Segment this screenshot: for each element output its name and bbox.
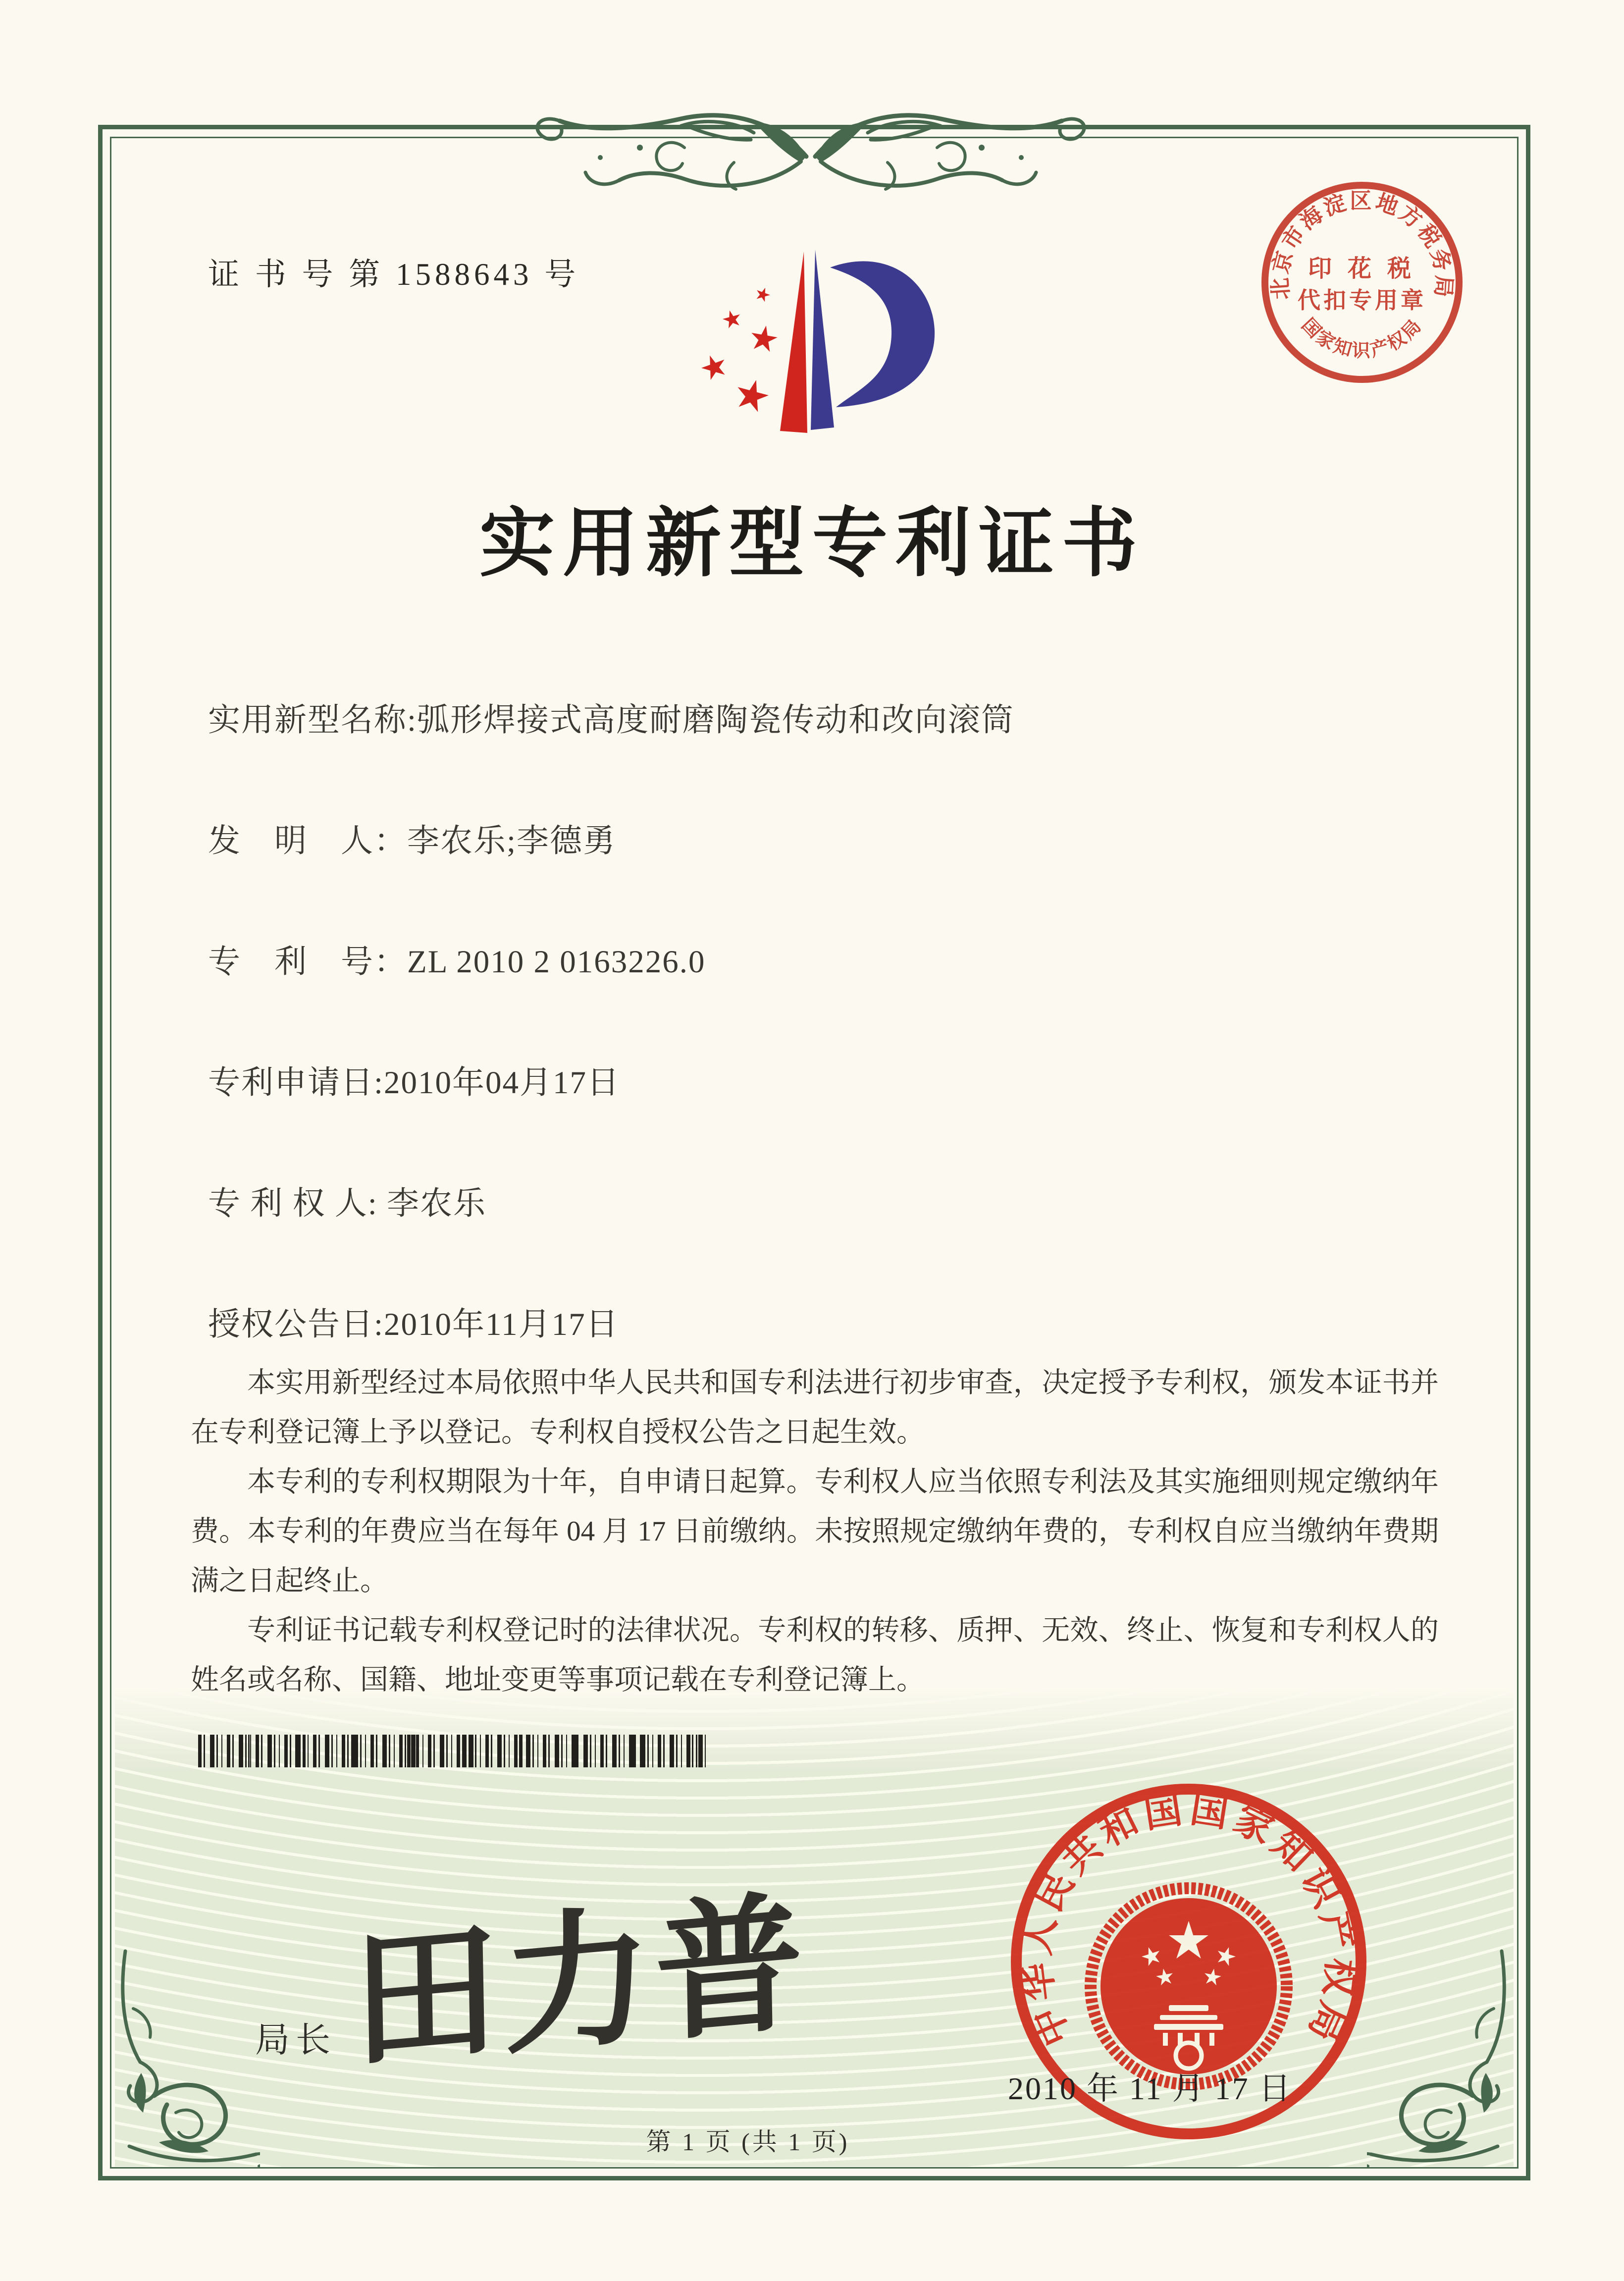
dragon-scroll-ornament	[521, 73, 1100, 212]
tax-stamp-arc-top-text: 北京市海淀区地方税务局	[1267, 188, 1457, 301]
field-grant-publication-date: 授权公告日:2010年11月17日	[208, 1307, 619, 1342]
national-emblem-icon	[1091, 1888, 1287, 2084]
certificate-title: 实用新型专利证书	[479, 502, 1145, 585]
tax-stamp-center-line1: 印 花 税	[1308, 256, 1416, 282]
field-utility-model-name: 实用新型名称:弧形焊接式高度耐磨陶瓷传动和改向滚筒	[208, 702, 1015, 738]
legal-text-block	[191, 1358, 1439, 1705]
legal-paragraph-3: 专利证书记载专利权登记时的法律状况。专利权的转移、质押、无效、终止、恢复和专利权人的姓名或名称、国籍、地址变更等事项记载在专利登记簿上。	[191, 1615, 1439, 1696]
certificate-number: 证 书 号 第 1588643 号	[208, 257, 580, 292]
tax-stamp-arc-bottom-text: 国家知识产权局	[1297, 315, 1427, 362]
field-filing-date: 专利申请日:2010年04月17日	[208, 1065, 621, 1101]
tax-stamp-center-line2: 代扣专用章	[1298, 288, 1426, 313]
field-patent-number: 专 利 号：ZL 2010 2 0163226.0	[208, 944, 706, 980]
commissioner-signature: 田力普	[350, 1881, 809, 2086]
svg-text:北京市海淀区地方税务局	[1268, 189, 1456, 301]
tax-stamp-seal	[1258, 178, 1466, 386]
field-inventors: 发 明 人：李农乐;李德勇	[208, 823, 617, 859]
legal-paragraph-1: 本实用新型经过本局依照中华人民共和国专利法进行初步审查，决定授予专利权，颁发本证书并在专利登记簿上予以登记。专利权自授权公告之日起生效。	[191, 1367, 1439, 1448]
cnipa-logo-icon	[688, 233, 956, 471]
commissioner-label: 局长	[255, 2021, 336, 2060]
official-seal-arc-text: 中华人民共和国国家知识产权局	[1015, 1788, 1362, 2052]
floral-corner-flourish-right	[1367, 1949, 1516, 2167]
issue-date: 2010 年 11 月 17 日	[1008, 2071, 1292, 2106]
page-footer: 第 1 页 (共 1 页)	[646, 2128, 850, 2156]
svg-text:国家知识产权局	[1298, 315, 1427, 361]
legal-paragraph-2: 本专利的专利权期限为十年，自申请日起算。专利权人应当依照专利法及其实施细则规定缴纳年费。本专利的年费应当在每年 04 月 17 日前缴纳。未按照规定缴纳年费的，专利权自应当缴纳年费期满之日起终止。	[191, 1466, 1439, 1596]
barcode	[198, 1735, 706, 1767]
field-patentee: 专 利 权 人: 李农乐	[208, 1186, 487, 1221]
